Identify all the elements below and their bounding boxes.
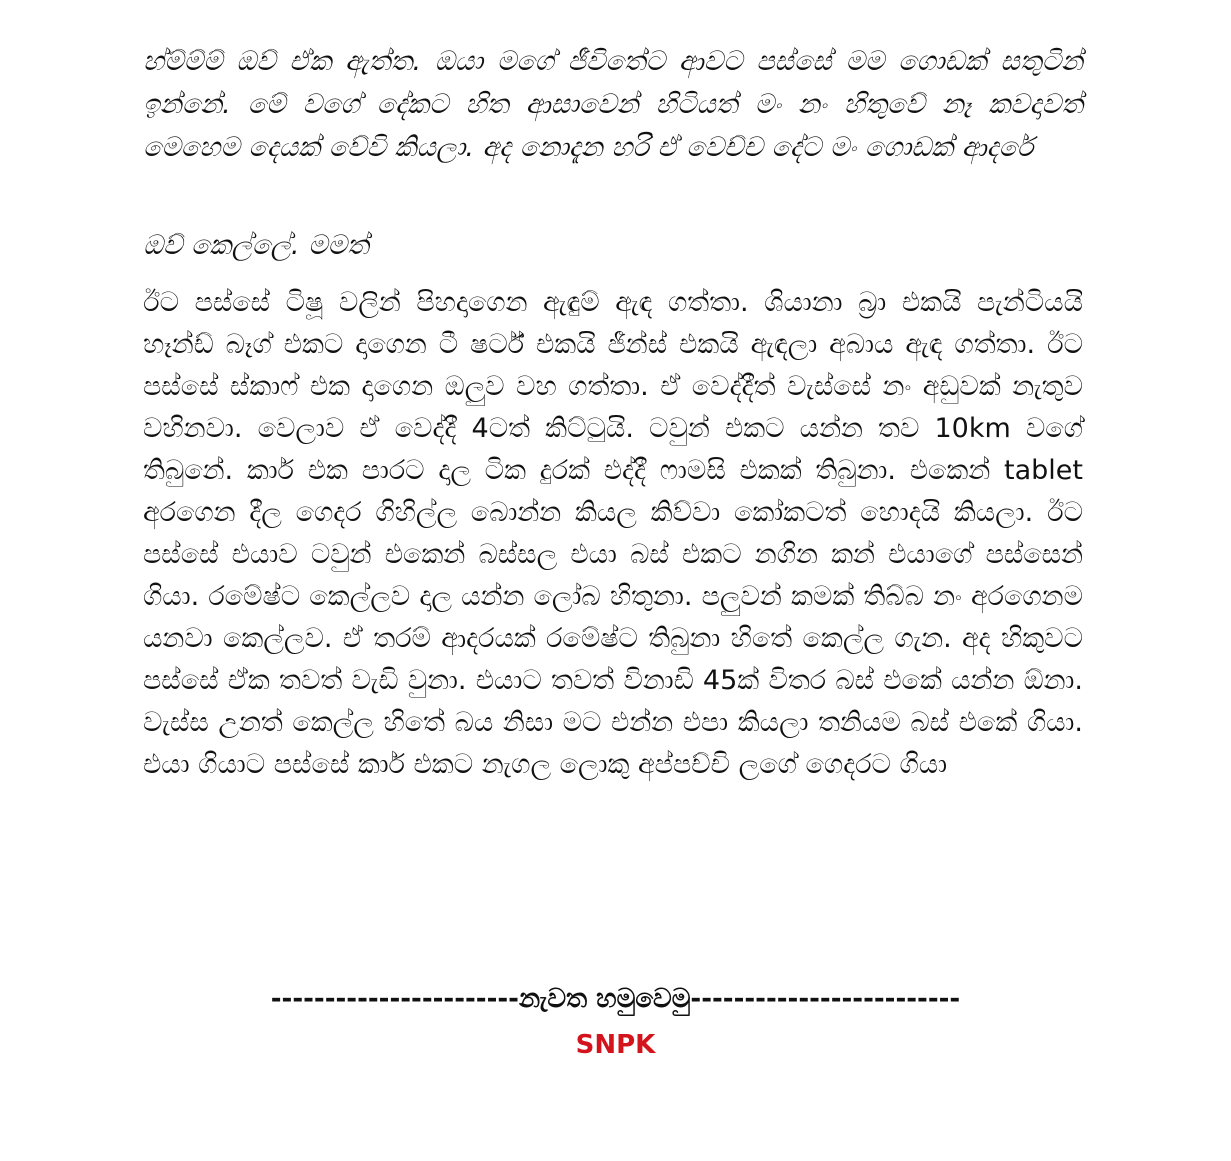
closing-divider: -----------------------නැවත හමුවෙමු------------------------- bbox=[270, 984, 961, 1014]
narrative-paragraph: ඊට පස්සේ ටිෂූ වලින් පිහදාගෙන ඇඳුම් ඇඳ ගත්තා. ශියානා බ්‍රා එකයි පැන්ටියයි හෑන්ඩ් බෑග් එකට දාගෙන ටී ෂර්ට් එකයි ජීන්ස් එකයි ඇඳලා අබාය ඇඳ ගත්තා. ඊට පස්සේ ස්කාෆ් එක දාගෙන ඔලුව වහ ගත්තා. ඒ වෙද්දීත් වැස්සේ නං අඩුවක් නැතුව වහිනවා. වෙලාව ඒ වෙද්දී 4ටත් කිට්ටුයි. ටවුන් එකට යන්න තව 10km වගේ තිබුනේ. කාර් එක පාරට දාල ටික දුරක් එද්දී ෆාමසි එකක් තිබුනා. එකෙන් tablet අරගෙන දීල ගෙදර ගිහිල්ල බොන්න කියල කිව්වා කෝකටත් හොදයි කියලා. ඊට පස්සේ එයාව ටවුන් එකෙන් බස්සල එයා බස් එකට නගින කන් එයාගේ පස්සෙන් ගියා. රමේෂ්ට කෙල්ලව දාල යන්න ලෝබ හිතුනා. පලුවන් කමක් තිබ්බ නං අරගෙනම යනවා කෙල්ලව. ඒ තරම් ආදරයක් රමේෂ්ට තිබුනා හිතේ කෙල්ල ගැන. අද හිකුවට පස්සේ ඒක තවත් වැඩි වුනා. එයාට තවත් විනාඩි 45ක් විතර බස් එකේ යන්න ඕනා. වැස්ස උනත් කෙල්ල හිතේ බය නිසා මට එන්න එපා කියලා තනියම බස් එකේ ගියා. එයා ගියාට පස්සේ කාර් එකට නැගල ලොකු අප්පච්චි ලගේ ගෙදරට ගියා bbox=[143, 287, 1083, 780]
author-signature: SNPK bbox=[575, 1030, 656, 1060]
dialogue-paragraph-1: හ්ම්ම්ම් ඔව් ඒක ඇත්ත. ඔයා මගේ ජීවිතේට ආවට පස්සේ මම ගොඩක් සතුටින් ඉන්නේ. මේ වගේ දේකට හිත ආසාවෙන් හිටියත් මං නං හිතුවේ නෑ කවදාවත් මෙහෙම දෙයක් වේවි කියලා. අද නොදැන හරි ඒ වෙච්ච දේට මං ගොඩක් ආදරේ bbox=[143, 46, 1083, 163]
dialogue-paragraph-2: ඔව් කෙල්ලේ. මමත් bbox=[143, 230, 369, 261]
